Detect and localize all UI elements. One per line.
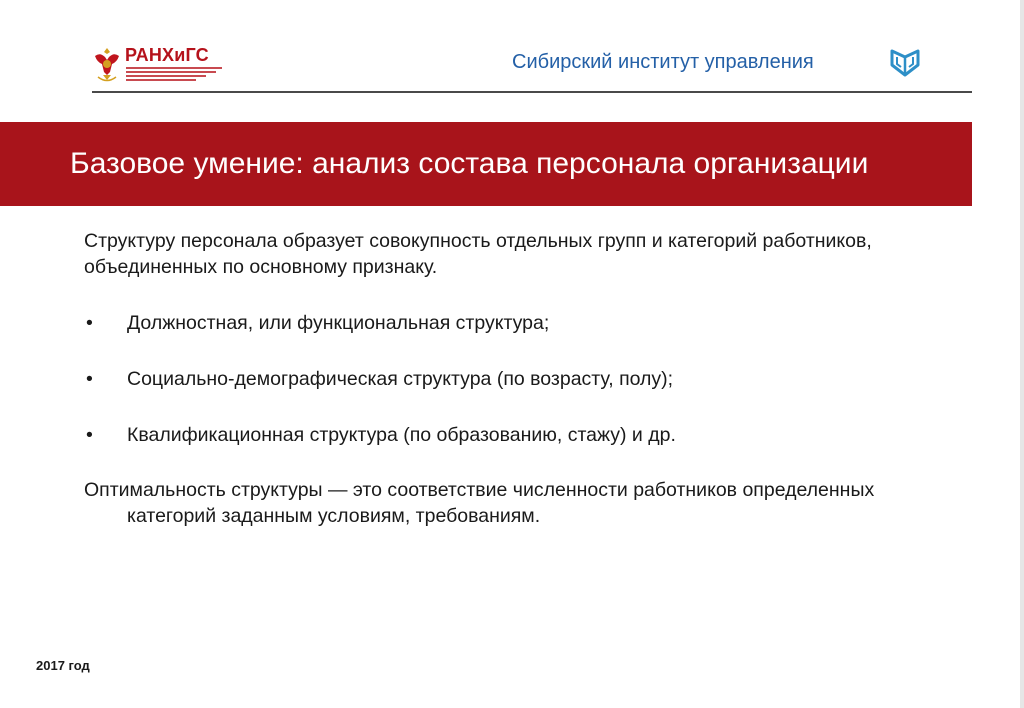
bullet-item	[84, 310, 944, 336]
header-divider	[92, 91, 972, 93]
bullet-glyph: •	[86, 368, 93, 390]
bullet-text: Квалификационная структура (по образованию, стажу) и др.	[127, 424, 676, 446]
title-band	[0, 122, 972, 206]
double-headed-eagle-emblem-icon	[92, 44, 122, 84]
logo-name: РАНХиГС	[125, 45, 209, 65]
bullet-item	[84, 366, 944, 392]
conclusion-paragraph: Оптимальность структуры — это соответствие численности работников определенных категорий заданным условиям, требованиям.	[84, 479, 875, 527]
slide-edge	[1020, 0, 1024, 708]
bullet-item	[84, 422, 944, 448]
intro-paragraph: Структуру персонала образует совокупность отдельных групп и категорий работников, объединенных по основному признаку.	[84, 230, 872, 278]
bullet-list	[84, 310, 944, 448]
bullet-glyph: •	[86, 424, 93, 446]
bullet-text: Социально-демографическая структура (по возрасту, полу);	[127, 368, 674, 390]
footer-year: 2017 год	[36, 658, 90, 673]
logo-subtitle-lines	[126, 67, 222, 83]
bullet-text: Должностная, или функциональная структура;	[127, 312, 550, 334]
bullet-glyph: •	[86, 312, 93, 334]
ranepa-logo	[92, 44, 224, 84]
slide-content	[84, 228, 944, 529]
institute-name: Сибирский институт управления	[512, 51, 814, 73]
slide-title: Базовое умение: анализ состава персонала организации	[70, 147, 869, 180]
open-book-shield-icon	[888, 45, 922, 79]
